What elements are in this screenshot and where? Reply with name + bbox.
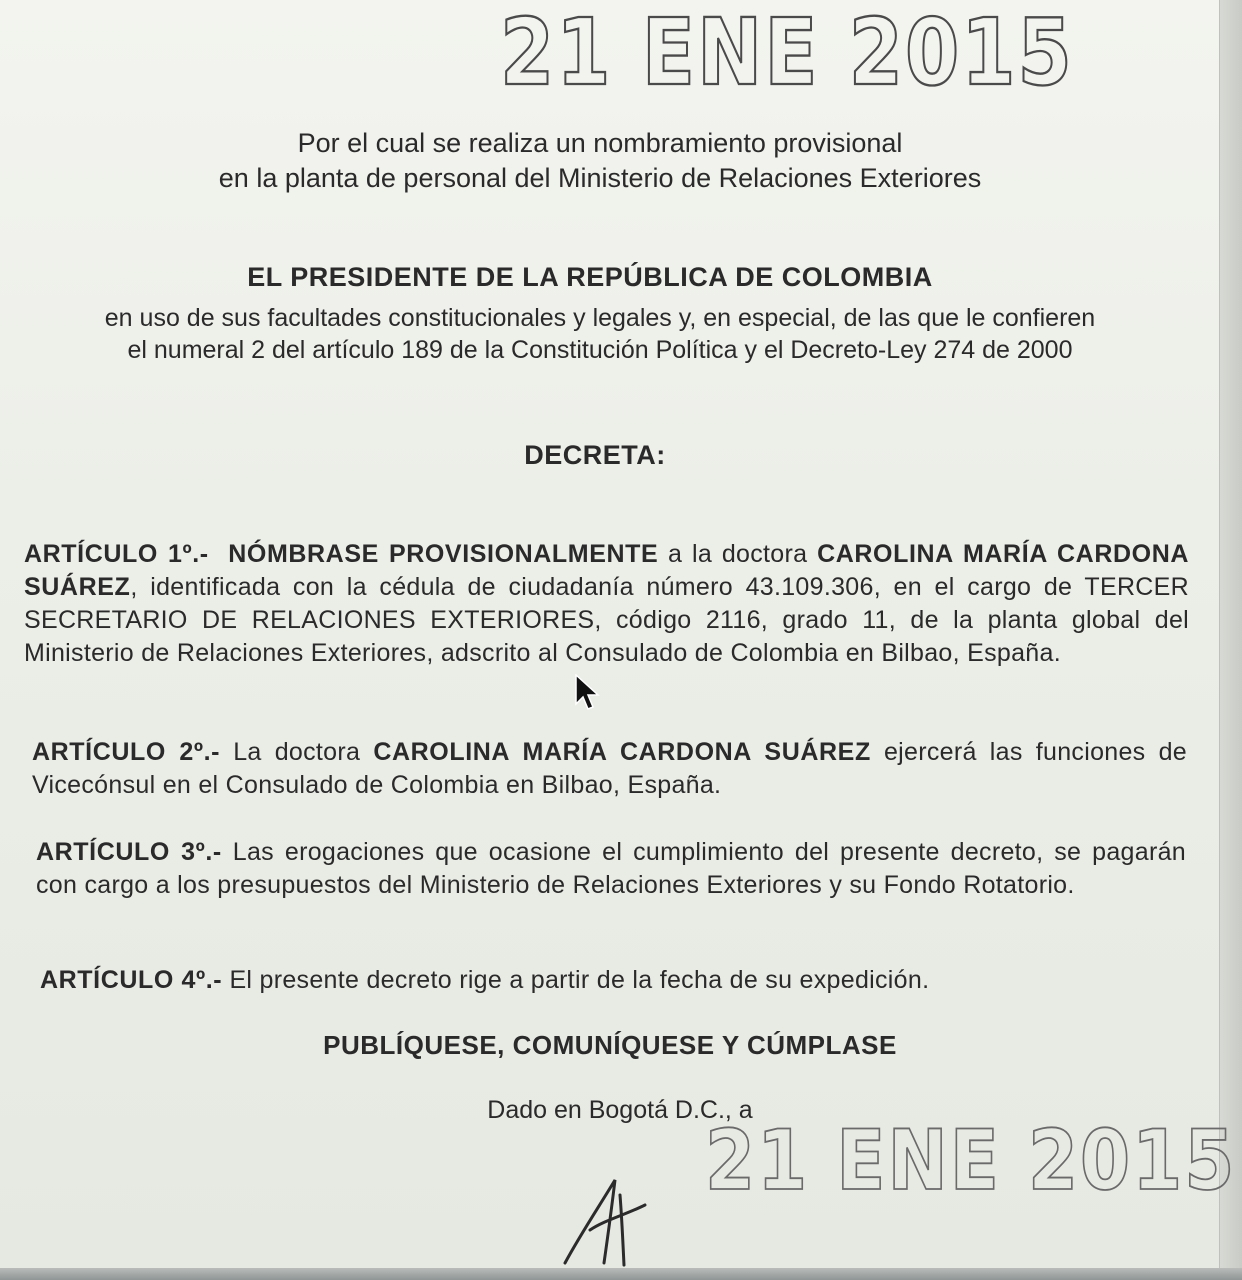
article-1-label: ARTÍCULO 1º.- <box>24 540 209 568</box>
article-1-text-a: a la doctora <box>658 540 818 568</box>
article-3-label: ARTÍCULO 3º.- <box>36 838 222 866</box>
article-4-label: ARTÍCULO 4º.- <box>40 966 223 994</box>
decree-subtitle-line-1: Por el cual se realiza un nombramiento provisional <box>297 128 903 158</box>
authority-line-1: en uso de sus facultades constitucionales y legales y, en especial, de las que le confieren <box>104 304 1096 332</box>
article-2-label: ARTÍCULO 2º.- <box>32 738 221 766</box>
signature-mark <box>560 1175 650 1267</box>
screen-bottom-edge <box>0 1268 1242 1280</box>
decreta-heading: DECRETA: <box>524 440 666 470</box>
article-1 <box>24 538 1189 670</box>
date-stamp-bottom: 21 ENE 2015 <box>705 1112 1237 1209</box>
authority-title: EL PRESIDENTE DE LA REPÚBLICA DE COLOMBIA <box>247 262 933 292</box>
given-at-line: Dado en Bogotá D.C., a <box>487 1096 753 1124</box>
decree-subtitle-line-2: en la planta de personal del Ministerio de Relaciones Exteriores <box>218 163 982 193</box>
date-stamp-top: 21 ENE 2015 <box>500 0 1074 107</box>
screen-edge <box>1219 0 1242 1280</box>
closing-formula: PUBLÍQUESE, COMUNÍQUESE Y CÚMPLASE <box>323 1030 897 1060</box>
article-1-bold-phrase: NÓMBRASE PROVISIONALMENTE <box>228 540 659 568</box>
mouse-pointer-icon <box>575 674 601 712</box>
article-2-text-a: La doctora <box>220 738 374 766</box>
article-3-text: Las erogaciones que ocasione el cumplimiento del presente decreto, se pagarán con cargo a los presupuestos del Ministerio de Relaciones Exteriores y su Fondo Rotatorio. <box>36 838 1186 899</box>
authority-line-2: el numeral 2 del artículo 189 de la Constitución Política y el Decreto-Ley 274 de 2000 <box>127 336 1073 364</box>
article-2-text-b: ejercerá las funciones de Vicecónsul en el Consulado de Colombia en Bilbao, España. <box>32 738 1187 799</box>
article-2 <box>32 736 1187 802</box>
article-4 <box>40 964 1190 997</box>
article-2-name: CAROLINA MARÍA CARDONA SUÁREZ <box>373 738 871 766</box>
article-3 <box>36 836 1186 902</box>
article-1-text-b: , identificada con la cédula de ciudadanía número 43.109.306, en el cargo de TERCER SECRETARIO DE RELACIONES EXTERIORES, código 2116, grado 11, de la planta global del Ministerio de Relaciones Exteriores, adscrito al Consulado de Colombia en Bilbao, España. <box>24 573 1189 667</box>
article-1-name: CAROLINA MARÍA CARDONA SUÁREZ <box>24 540 1189 601</box>
article-4-text: El presente decreto rige a partir de la fecha de su expedición. <box>222 966 930 994</box>
